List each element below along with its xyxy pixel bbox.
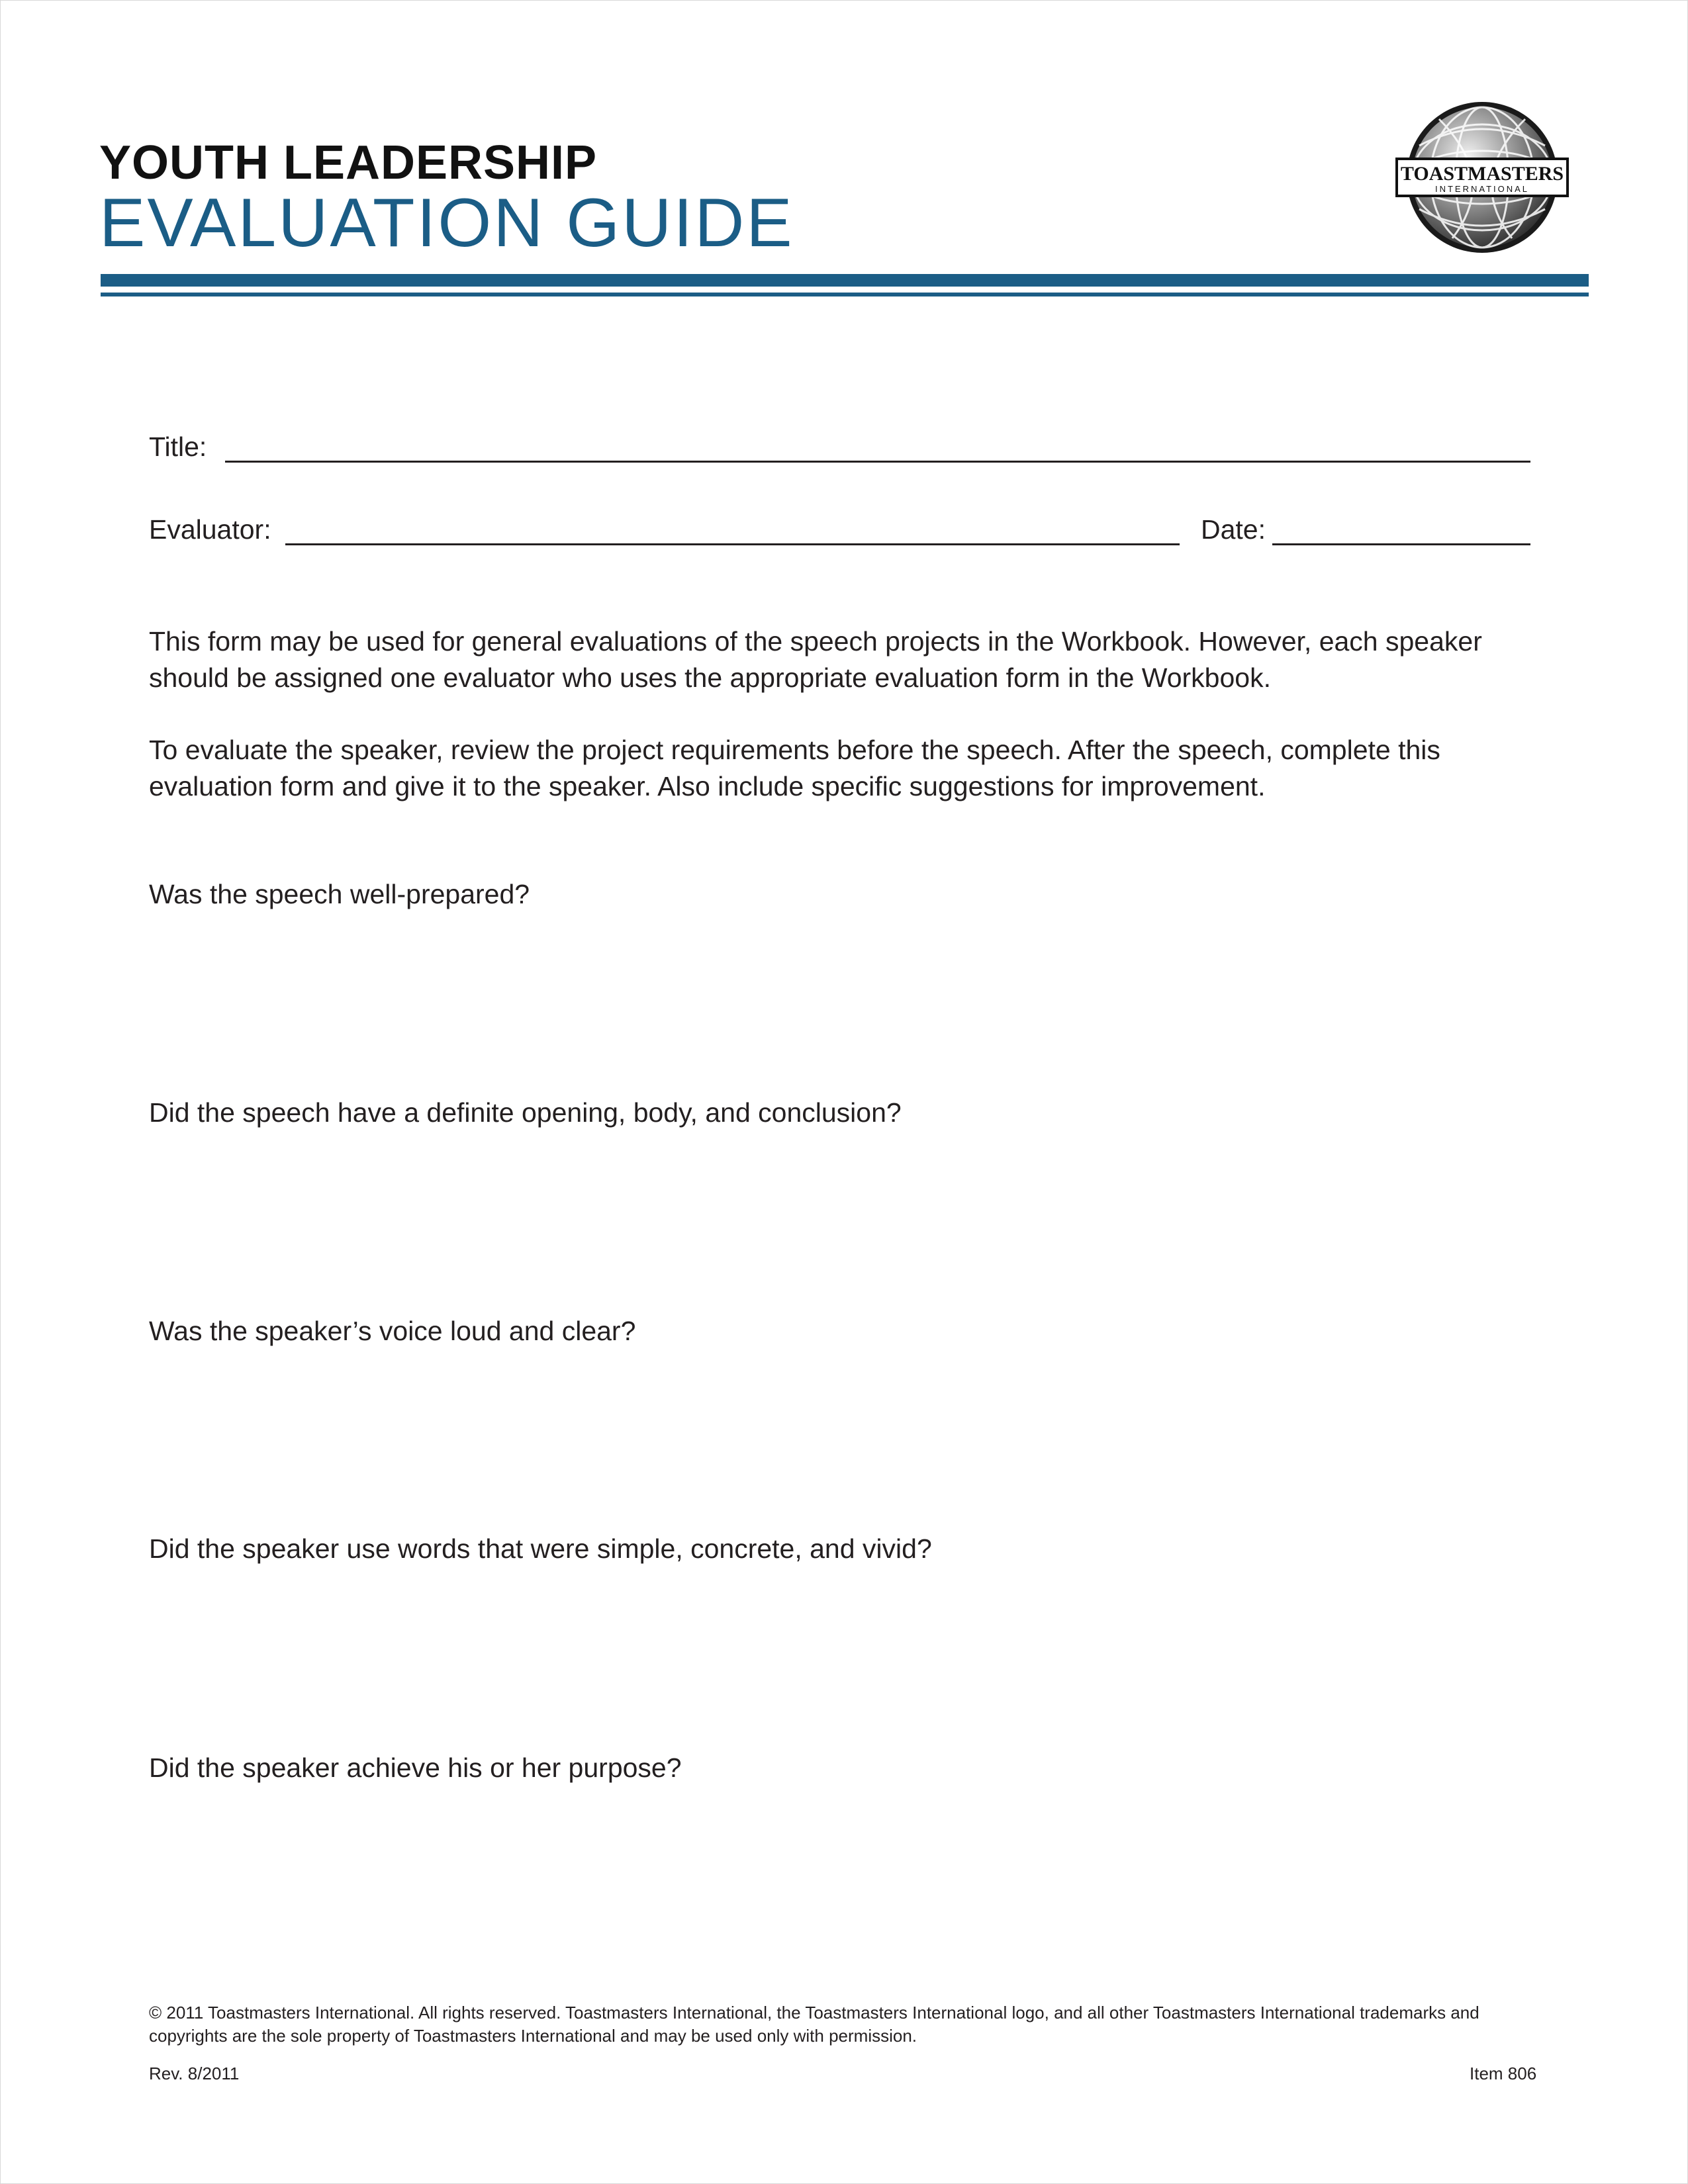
copyright-notice: © 2011 Toastmasters International. All rights reserved. Toastmasters International, the Toastmasters International logo, and all other Toastmasters International trademarks and copyrights are the sole property of Toastmasters International and may be used only with permission. (149, 2003, 1479, 2046)
header-title-line2: EVALUATION GUIDE (99, 185, 794, 261)
question-purpose: Did the speaker achieve his or her purpose? (149, 1752, 682, 1783)
date-label: Date: (1201, 514, 1266, 545)
revision-label: Rev. 8/2011 (149, 2064, 240, 2083)
header-rule-thin (101, 293, 1589, 296)
evaluator-field[interactable] (285, 543, 1180, 545)
header-rule-thick (101, 274, 1589, 287)
logo-subname: INTERNATIONAL (1434, 184, 1530, 194)
title-label: Title: (149, 432, 207, 462)
question-structure: Did the speech have a definite opening, body, and conclusion? (149, 1097, 902, 1128)
date-field[interactable] (1272, 543, 1530, 545)
title-field[interactable] (225, 461, 1530, 463)
evaluator-label: Evaluator: (149, 514, 271, 545)
header-title-line1: YOUTH LEADERSHIP (99, 136, 598, 189)
toastmasters-logo (1393, 99, 1571, 255)
item-number: Item 806 (1470, 2064, 1537, 2083)
question-words: Did the speaker use words that were simple, concrete, and vivid? (149, 1533, 932, 1564)
globe-icon (1393, 99, 1571, 255)
instruction-paragraph: To evaluate the speaker, review the project requirements before the speech. After the speech, complete this evaluation form and give it to the speaker. Also include specific suggestions for improvement. (149, 735, 1440, 801)
logo-name: TOASTMASTERS (1400, 163, 1564, 185)
question-well-prepared: Was the speech well-prepared? (149, 879, 530, 909)
question-voice: Was the speaker’s voice loud and clear? (149, 1316, 636, 1346)
instruction-paragraph: This form may be used for general evaluations of the speech projects in the Workbook. However, each speaker should be assigned one evaluator who uses the appropriate evaluation form in the Workbook. (149, 626, 1482, 693)
